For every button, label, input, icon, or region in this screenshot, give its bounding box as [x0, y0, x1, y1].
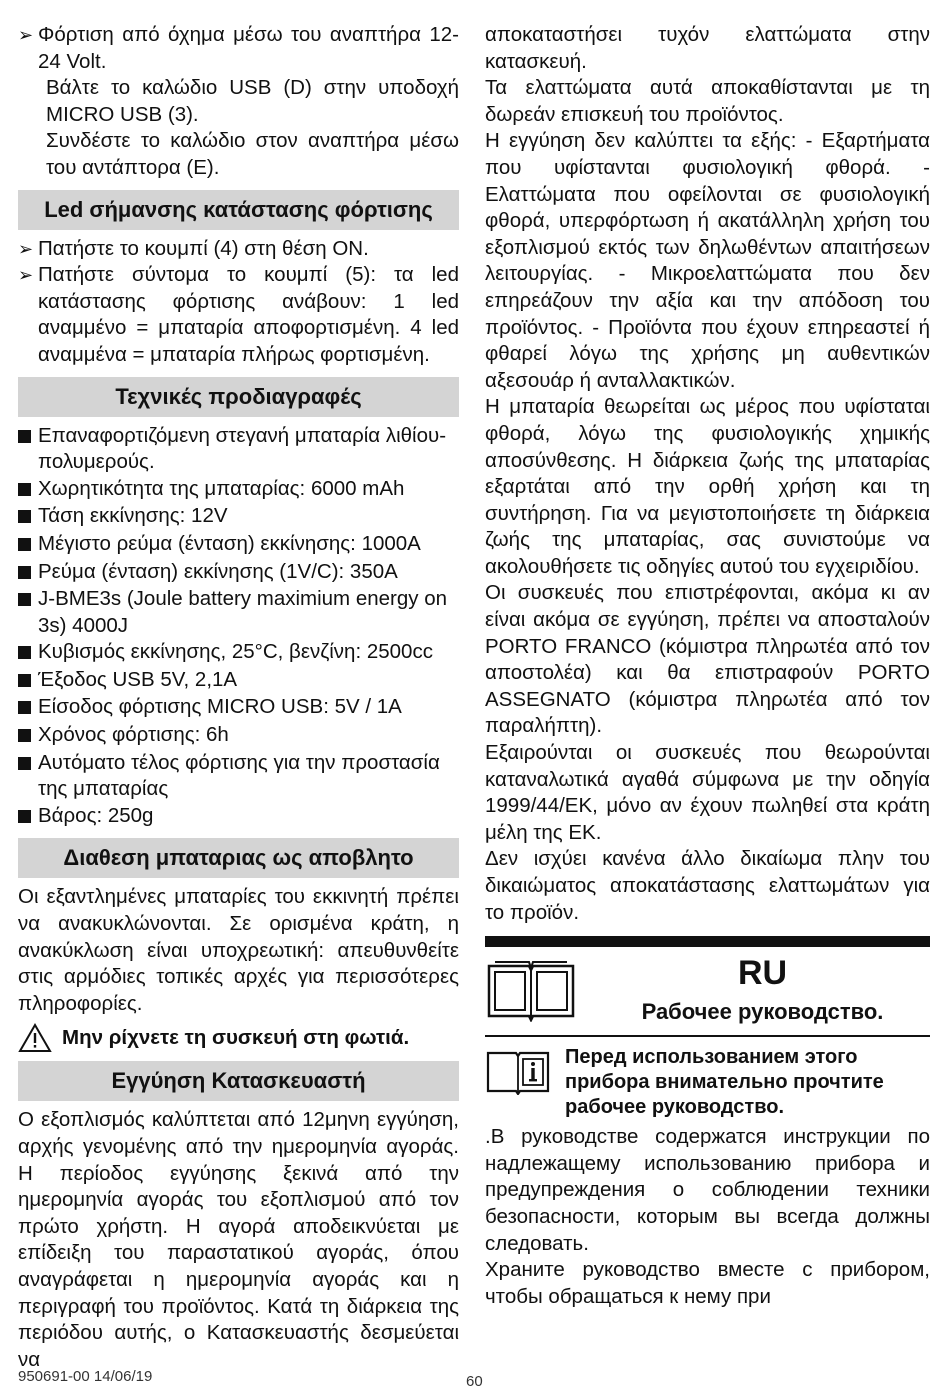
square-bullet-icon: [18, 667, 38, 695]
spec-list: [18, 423, 459, 831]
disposal-heading: Διαθεση μπαταριας ως αποβλητο: [18, 838, 459, 878]
ru-titles: [595, 947, 930, 1033]
square-bullet-icon: [18, 639, 38, 667]
ru-section-header: [485, 947, 930, 1033]
language-code: RU: [737, 954, 788, 993]
arrow-bullet-icon: ➢: [18, 25, 34, 45]
charging-car-item: [18, 22, 459, 75]
square-bullet-icon: [18, 803, 38, 831]
led-heading: Led σήμανσης κατάστασης φόρτισης: [18, 190, 459, 230]
led-item-1: [18, 236, 459, 263]
square-bullet-icon: [18, 722, 38, 750]
square-bullet-icon: [18, 750, 38, 803]
square-bullet-icon: [18, 503, 38, 531]
spec-item: Αυτόματο τέλος φόρτισης για την προστασία της μπαταρίας: [18, 750, 459, 803]
warranty-exclusions: Η εγγύηση δεν καλύπτει τα εξής: - Εξαρτήματα που υφίστανται φυσιολογική φθορά. - Ελαττώματα που οφείλονται σε φυσιολογική φθορά, υπερφόρτωση ή ακατάλληλη χρήση του εξοπλισμού εκτός των δηλωθέντων απαιτήσεων λειτουργίας. - Μικροελαττώματα που δεν επηρεάζουν την αξία και την απόδοση του προϊόντος. - Προϊόντα που έχουν επηρεαστεί ή φθαρεί λόγω της χρήσης μη αυθεντικών αξεσουάρ ή ανταλλακτικών.: [485, 129, 930, 392]
ru-paragraph-1: .В руководстве содержатся инструкции по надлежащему использованию прибора и предупреждения о соблюдении техники безопасности, которым вы всегда должны следовать.: [485, 1125, 930, 1255]
spec-item: Μέγιστο ρεύμα (ένταση) εκκίνησης: 1000A: [18, 531, 459, 559]
led-item-2-text: Πατήστε σύντομα το κουμπί (5): τα led κατάστασης φόρτισης ανάβουν: 1 led αναμμένο = μπαταρία αποφορτισμένη. 4 led αναμμένα = μπαταρία πλήρως φορτισμένη.: [38, 263, 459, 366]
spec-item: Τάση εκκίνησης: 12V: [18, 503, 459, 531]
spec-item: Επαναφορτιζόμενη στεγανή μπαταρία λιθίου-πολυμερούς.: [18, 423, 459, 476]
led-item-2: [18, 262, 459, 368]
spec-item: Ρεύμα (ένταση) εκκίνησης (1V/C): 350A: [18, 559, 459, 587]
ru-info-note: [485, 1045, 930, 1120]
charging-car-text: Φόρτιση από όχημα μέσω του αναπτήρα 12-24 Volt.: [38, 23, 459, 73]
warranty-text: Ο εξοπλισμός καλύπτεται από 12μηνη εγγύηση, αρχής γενομένης από την ημερομηνία αγοράς. Η περίοδος εγγύησης ξεκινά από την ημερομηνία αγοράς του εξοπλισμού από τον πρώτο χρήστη. Η αγορά αποδεικνύεται με επίδειξη του παραστατικού αγοράς, όπου αναγράφεται η ημερομηνία αγοράς και η περιγραφή του προϊόντος. Κατά τη διάρκεια της περιόδου αυτής, ο Κατασκευαστής δεσμεύεται να: [18, 1108, 459, 1371]
no-other-rights: Δεν ισχύει κανένα άλλο δικαίωμα πλην του δικαιώματος αποκατάστασης ελαττωμάτων για το προϊόν.: [485, 847, 930, 924]
disposal-text: Οι εξαντλημένες μπαταρίες του εκκινητή πρέπει να ανακυκλώνονται. Σε ορισμένα κράτη, η ανακύκλωση είναι υποχρεωτική: απευθυνθείτε στις αρμόδιες τοπικές αρχές για περισσότερες πληροφορίες.: [18, 885, 459, 1015]
info-book-icon: [485, 1045, 565, 1120]
square-bullet-icon: [18, 586, 38, 639]
square-bullet-icon: [18, 531, 38, 559]
arrow-bullet-icon: ➢: [18, 265, 34, 286]
square-bullet-icon: [18, 694, 38, 722]
square-bullet-icon: [18, 476, 38, 504]
spec-item: J-BME3s (Joule battery maximium energy on 3s) 4000J: [18, 586, 459, 639]
spec-heading: Τεχνικές προδιαγραφές: [18, 377, 459, 417]
warning-triangle-icon: [18, 1023, 52, 1053]
page-number: 60: [466, 1373, 483, 1390]
square-bullet-icon: [18, 559, 38, 587]
returns-shipping: Οι συσκευές που επιστρέφονται, ακόμα κι αν είναι ακόμα σε εγγύηση, πρέπει να αποσταλούν PORTO FRANCO (κόμιστρα πληρωτέα από τον αποστολέα) και θα επιστραφούν PORTO ASSEGNATO (κόμιστρα πληρωτέα από τον παραλήπτη).: [485, 581, 930, 738]
led-item-1-text: Πατήστε το κουμπί (4) στη θέση ON.: [38, 236, 369, 260]
spec-item: Χωρητικότητα της μπαταρίας: 6000 mAh: [18, 476, 459, 504]
spec-item: Είσοδος φόρτισης MICRO USB: 5V / 1A: [18, 694, 459, 722]
manual-book-icon: [485, 947, 595, 1033]
section-divider: [485, 936, 930, 947]
spec-item: Έξοδος USB 5V, 2,1A: [18, 667, 459, 695]
ru-paragraph-2: Храните руководство вместе с прибором, чтобы обращаться к нему при: [485, 1258, 930, 1308]
arrow-bullet-icon: ➢: [18, 238, 34, 259]
right-column: [485, 22, 930, 1310]
warranty-heading: Εγγύηση Κατασκευαστή: [18, 1061, 459, 1101]
ru-divider: [485, 1035, 930, 1037]
ru-subtitle: Рабочее руководство.: [641, 999, 884, 1025]
warning-text: Μην ρίχνετε τη συσκευή στη φωτιά.: [62, 1026, 410, 1050]
ru-info-text: Перед использованием этого прибора внимательно прочтите рабочее руководство.: [565, 1046, 884, 1119]
battery-wear: Η μπαταρία θεωρείται ως μέρος που υφίσταται φθορά, λόγω της φυσιολογικής χημικής αποσύνθεσης. Η διάρκεια ζωής της μπαταρίας εξαρτάται από την ορθή χρήση και τη συντήρηση. Για να μεγιστοποιήσετε τη διάρκεια ζωής της μπαταρίας, σας συνιστούμε να ακολουθήσετε τις οδηγίες αυτού του εγχειριδίου.: [485, 395, 930, 578]
spec-item: Βάρος: 250g: [18, 803, 459, 831]
warranty-continued: αποκαταστήσει τυχόν ελαττώματα στην κατασκευή.: [485, 23, 930, 73]
charging-car-step2: Συνδέστε το καλώδιο στον αναπτήρα μέσω του αντάπτορα (E).: [46, 129, 459, 179]
consumer-goods: Εξαιρούνται οι συσκευές που θεωρούνται καταναλωτικά αγαθά σύμφωνα με την οδηγία 1999/44/ΕΚ, μόνο αν έχουν πωληθεί στα κράτη μέλη της ΕΚ.: [485, 741, 930, 844]
fire-warning: [18, 1023, 459, 1053]
square-bullet-icon: [18, 423, 38, 476]
spec-item: Κυβισμός εκκίνησης, 25°C, βενζίνη: 2500cc: [18, 639, 459, 667]
warranty-repair: Τα ελαττώματα αυτά αποκαθίστανται με τη δωρεάν επισκευή του προϊόντος.: [485, 76, 930, 126]
charging-car-step1: Βάλτε το καλώδιο USB (D) στην υποδοχή MICRO USB (3).: [46, 76, 459, 126]
document-code: 950691-00 14/06/19: [18, 1368, 153, 1385]
left-column: [18, 22, 459, 1373]
spec-item: Χρόνος φόρτισης: 6h: [18, 722, 459, 750]
